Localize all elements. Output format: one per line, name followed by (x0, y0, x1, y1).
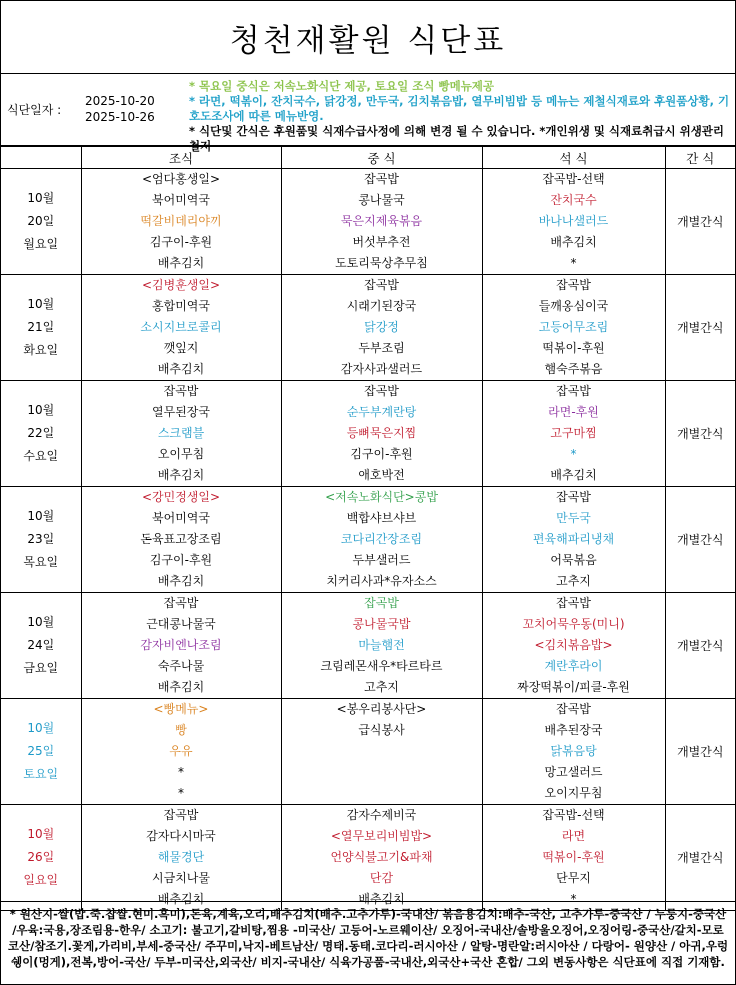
day-label-line: 20일 (27, 214, 55, 228)
origin-footnote (1, 901, 735, 985)
menu-item: 햄숙주볶음 (544, 362, 603, 376)
menu-item: 배추김치 (550, 235, 597, 249)
day-row (1, 169, 735, 275)
day-label-line: 25일 (27, 744, 55, 758)
breakfast-cell (81, 593, 281, 699)
menu-item: 배추김치 (157, 362, 205, 376)
menu-item: 콩나물국밥 (352, 617, 411, 631)
menu-item: 배추김치 (550, 468, 597, 482)
menu-item: 단무지 (556, 871, 591, 885)
day-row (1, 487, 735, 593)
day-label-line: 10월 (27, 191, 55, 205)
menu-item: 배추김치 (157, 468, 205, 482)
day-label-line: 10월 (27, 615, 55, 629)
menu-item: 고추지 (556, 574, 591, 588)
weekly-menu-table (1, 146, 735, 911)
menu-item: * (178, 786, 184, 800)
day-label-line: 21일 (27, 320, 55, 334)
menu-item (282, 783, 482, 804)
menu-item: 시금치나물 (152, 871, 210, 885)
dinner-cell (482, 381, 665, 487)
menu-item: 홍합미역국 (152, 299, 210, 313)
menu-item: 해물경단 (157, 850, 205, 864)
menu-item: 잔치국수 (550, 193, 597, 207)
day-label-line: 10월 (27, 721, 55, 735)
menu-item: 짜장떡볶이/피클-후원 (517, 680, 630, 694)
menu-item: 단감 (369, 871, 394, 885)
breakfast-cell (81, 169, 281, 275)
day-label-line: 일요일 (23, 873, 59, 887)
menu-item: 고구마찜 (550, 426, 597, 440)
info-section (1, 73, 735, 153)
dinner-cell (482, 805, 665, 911)
menu-item: 만두국 (556, 511, 591, 525)
breakfast-cell (81, 805, 281, 911)
day-label-line: 23일 (27, 532, 55, 546)
menu-item: 잡곡밥 (556, 490, 591, 504)
breakfast-cell (81, 699, 281, 805)
menu-item: 고추지 (364, 680, 399, 694)
snack-cell: 개별간식 (665, 699, 735, 805)
dinner-cell (482, 275, 665, 381)
day-label-line: 토요일 (23, 767, 59, 781)
menu-item: 오이무침 (157, 447, 205, 461)
menu-item: <김병훈생일> (141, 278, 221, 292)
date-to: 2025-10-26 (85, 110, 155, 124)
menu-item: 배추김치 (157, 574, 205, 588)
menu-item: <강민정생일> (141, 490, 221, 504)
header-row (1, 147, 735, 169)
menu-item: 김구이-후원 (149, 553, 213, 567)
day-label (1, 699, 81, 805)
header-breakfast: 조식 (81, 147, 281, 169)
day-row (1, 593, 735, 699)
menu-item: <빵메뉴> (153, 702, 209, 716)
menu-item: 배추김치 (358, 892, 405, 906)
menu-item: 편육해파리냉채 (532, 532, 615, 546)
snack-cell: 개별간식 (665, 487, 735, 593)
day-label-line: 10월 (27, 509, 55, 523)
menu-item: 언양식불고기&파채 (330, 850, 433, 864)
breakfast-cell (81, 381, 281, 487)
menu-item: 버섯부추전 (352, 235, 411, 249)
menu-item: 열무된장국 (152, 405, 210, 419)
breakfast-cell (81, 487, 281, 593)
menu-item (282, 741, 482, 762)
snack-cell: 개별간식 (665, 381, 735, 487)
menu-item: * (570, 892, 577, 906)
menu-item: 잡곡밥 (364, 596, 399, 610)
menu-item: 떡갈비데리야끼 (140, 214, 222, 228)
menu-item: 망고샐러드 (544, 765, 603, 779)
menu-item: 잡곡밥 (556, 596, 591, 610)
day-label-line: 화요일 (23, 343, 59, 357)
menu-item: 빵 (175, 723, 187, 737)
menu-item: 감자사과샐러드 (340, 362, 423, 376)
menu-item: 잡곡밥 (556, 702, 591, 716)
notice-block (189, 79, 731, 154)
origin-text: * 원산지-쌀(밥.죽.찹쌀.현미.흑미),돈육,계육,오리,배추김치(배추.고추가루)-국내산/ 볶음용김치:배추-국산, 고추가루-중국산 / 누룽지-중국산 /우육:국용,장조림용-한우/ 소고기: 불고기,갈비탕,찜용 -미국산/ 고등어-노르웨이산/ 오징어-국내산/솔방울오징어,오징어링-중국산/갈치-모로코산/참조기.꽃게,가리비,부세-중국산/ 주꾸미,낙지-베트남산/ 명태.동태.코다리-러시아산 / 알탕-명란알:러시아산 / 다랑어- 원양산 / 아귀,우렁쉥이(멍게),전복,방어-국산/ 두부-미국산,외국산/ 비지-국내산/ 식육가공품-국내산,외국산+국산 혼합/ 그외 변동사항은 식단표에 직접 기재함. (7, 907, 729, 969)
day-label-line: 10월 (27, 827, 55, 841)
menu-body (1, 169, 735, 911)
lunch-cell (281, 593, 482, 699)
day-label-line: 10월 (27, 297, 55, 311)
menu-item: <열무보리비빔밥> (330, 829, 433, 843)
menu-item: 북어미역국 (152, 193, 210, 207)
day-row (1, 381, 735, 487)
menu-item: 묵은지제육볶음 (340, 214, 423, 228)
day-label-line: 24일 (27, 638, 55, 652)
menu-item: 배추김치 (157, 892, 205, 906)
menu-item: 백합샤브샤브 (346, 511, 417, 525)
day-label-line: 금요일 (23, 661, 59, 675)
dinner-cell (482, 593, 665, 699)
day-label-line: 월요일 (23, 237, 59, 251)
menu-item: 도토리묵상추무침 (335, 256, 428, 270)
menu-item: 계란후라이 (544, 659, 603, 673)
day-label (1, 275, 81, 381)
header-lunch: 중 식 (281, 147, 482, 169)
day-label (1, 805, 81, 911)
menu-item: 깻잎지 (163, 341, 199, 355)
menu-item: 김구이-후원 (149, 235, 213, 249)
menu-item: 감자다시마국 (146, 829, 216, 843)
menu-item: 떡볶이-후원 (542, 850, 605, 864)
menu-item: 바나나샐러드 (538, 214, 609, 228)
day-label-line: 22일 (27, 426, 55, 440)
menu-item: 북어미역국 (152, 511, 210, 525)
menu-item: 배추김치 (157, 680, 205, 694)
notice-line: * 식단및 간식은 후원품및 식재수급사정에 의해 변경 될 수 있습니다. *개인위생 및 식재료취급시 위생관리 철저 (189, 124, 725, 153)
menu-item: 라면-후원 (548, 405, 599, 419)
snack-cell: 개별간식 (665, 593, 735, 699)
lunch-cell (281, 805, 482, 911)
menu-item: 돈육표고장조림 (140, 532, 222, 546)
menu-item: 잡곡밥 (163, 384, 199, 398)
menu-item: <엄다홍생일> (141, 172, 221, 186)
menu-item (282, 762, 482, 783)
menu-item: 라면 (561, 829, 586, 843)
menu-item: 잡곡밥 (364, 384, 399, 398)
day-label (1, 593, 81, 699)
menu-item: 코다리간장조림 (340, 532, 423, 546)
menu-item: 감자비엔나조림 (140, 638, 222, 652)
menu-item: 잡곡밥 (556, 384, 591, 398)
menu-item: 감자수제비국 (346, 808, 417, 822)
menu-item: * (178, 765, 184, 779)
menu-item: 닭볶음탕 (550, 744, 597, 758)
dinner-cell (482, 487, 665, 593)
snack-cell: 개별간식 (665, 169, 735, 275)
menu-item: 고등어무조림 (538, 320, 609, 334)
menu-item: 콩나물국 (358, 193, 405, 207)
menu-item: 어묵볶음 (550, 553, 597, 567)
notice-line: * 라면, 떡볶이, 잔치국수, 닭강정, 만두국, 김치볶음밥, 열무비빔밥 등 메뉴는 제철식재료와 후원품상황, 기호도조사에 따른 메뉴반영. (189, 94, 730, 123)
menu-item: 들깨옹심이국 (538, 299, 609, 313)
menu-item: 김구이-후원 (350, 447, 413, 461)
date-from: 2025-10-20 (85, 94, 155, 108)
lunch-cell (281, 699, 482, 805)
menu-item: 잡곡밥-선택 (542, 172, 605, 186)
header-day (1, 147, 81, 169)
day-row (1, 699, 735, 805)
snack-cell: 개별간식 (665, 805, 735, 911)
day-row (1, 805, 735, 911)
page-title: 청천재활원 식단표 (1, 1, 735, 74)
dinner-cell (482, 699, 665, 805)
menu-item: 잡곡밥 (556, 278, 591, 292)
snack-cell: 개별간식 (665, 275, 735, 381)
menu-item: 마늘햄전 (358, 638, 405, 652)
day-label (1, 381, 81, 487)
menu-item: 잡곡밥 (364, 172, 399, 186)
dinner-cell (482, 169, 665, 275)
menu-item: 배추된장국 (544, 723, 603, 737)
menu-item: 숙주나물 (157, 659, 205, 673)
menu-item: 꼬치어묵우동(미니) (522, 617, 625, 631)
menu-item: <저속노화식단>콩밥 (325, 490, 438, 504)
menu-item: <봉우리봉사단> (336, 702, 427, 716)
menu-item: * (570, 447, 577, 461)
menu-item: 오이지무침 (544, 786, 603, 800)
menu-item: 두부샐러드 (352, 553, 411, 567)
menu-item: 스크램블 (157, 426, 205, 440)
menu-item: 근대콩나물국 (146, 617, 216, 631)
menu-item: 닭강정 (364, 320, 399, 334)
menu-item: 잡곡밥 (163, 596, 199, 610)
menu-item: 시래기된장국 (346, 299, 417, 313)
menu-item: 급식봉사 (358, 723, 405, 737)
menu-item: 잡곡밥 (163, 808, 199, 822)
day-label-line: 26일 (27, 850, 55, 864)
menu-item: 치커리사과*유자소스 (326, 574, 437, 588)
day-label-line: 수요일 (23, 449, 59, 463)
menu-item: 잡곡밥-선택 (542, 808, 605, 822)
menu-item: 떡볶이-후원 (542, 341, 605, 355)
menu-item: 크림레몬새우*타르타르 (320, 659, 443, 673)
menu-item: 배추김치 (157, 256, 205, 270)
menu-item: 두부조림 (358, 341, 405, 355)
lunch-cell (281, 275, 482, 381)
day-label-line: 목요일 (23, 555, 59, 569)
notice-line: * 목요일 중식은 저속노화식단 제공, 토요일 조식 빵메뉴제공 (189, 79, 495, 93)
menu-item: 애호박전 (358, 468, 405, 482)
menu-item: 우유 (169, 744, 193, 758)
lunch-cell (281, 381, 482, 487)
breakfast-cell (81, 275, 281, 381)
header-dinner: 석 식 (482, 147, 665, 169)
menu-item: 잡곡밥 (364, 278, 399, 292)
date-label: 식단일자 : (7, 103, 62, 117)
day-label-line: 10월 (27, 403, 55, 417)
menu-item: <김치볶음밥> (534, 638, 613, 652)
lunch-cell (281, 169, 482, 275)
header-snack: 간 식 (665, 147, 735, 169)
menu-item: 소시지브로콜리 (140, 320, 222, 334)
lunch-cell (281, 487, 482, 593)
day-label (1, 487, 81, 593)
menu-item: * (570, 256, 577, 270)
menu-item: 등뼈묵은지찜 (346, 426, 417, 440)
menu-item: 순두부계란탕 (346, 405, 417, 419)
day-label (1, 169, 81, 275)
day-row (1, 275, 735, 381)
